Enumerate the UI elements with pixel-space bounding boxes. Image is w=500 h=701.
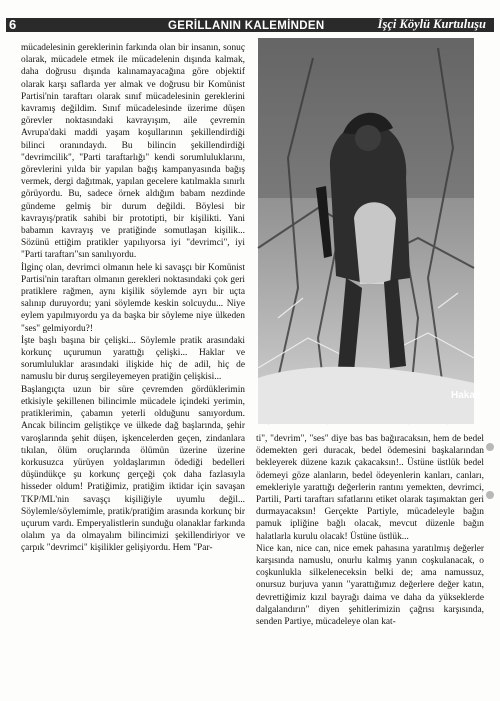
punch-hole xyxy=(486,491,494,499)
page-number: 6 xyxy=(9,17,17,32)
snow-forest-guerrilla-image xyxy=(258,38,474,424)
publication-name: İşçi Köylü Kurtuluşu xyxy=(377,17,486,31)
article-left-column: mücadelesinin gereklerinin farkında olan bir insanın, sonuç olarak, mücadele etmek ile mücadelenin dışında kalmak, daha doğrusu dışında kalınamayacağına göre objektif olarak karşı saflarda yer almak ve doğrusu bir Komünist Partisi'nin taraftarı olarak sınıf mücadelesinin gereklerini kavramış değildim. Sınıf mücadelesinde üzerime düşen görevler noktasındaki kavrayışım, aile çevremin Avrupa'daki maddi yaşam koşullarının şekillendirdiği bilinci oranındaydı. Bu bilincin şekillendirdiği "devrimcilik", "Parti taraftarlığı" kendi sorumluluklarını, görevlerini yılda bir yapılan bağış kampanyasında bağış vermek, dergi dağıtmak, yapılan gecelere katılmakla sınırlı görüyordu. Bu, sadece örnek aldığım babam nezdinde gündeme gelmiş bir durum değildi. Böylesi bir kavrayış/pratik sahibi bir prototipti, bir kişilikti. Yani babamın kavrayış ve pratiğinde somutlaşan kişilik... Sözünü ettiğim pratikler yapılıyorsa iyi "devrimci", iyi "Parti taraftarı"sın sanılıyordu. İlginç olan, devrimci olmanın hele ki savaşçı bir Komünist Partisi'nin taraftarı olmanın gerekleri noktasındaki çok geri pratiklere rağmen, aynı kişilik söylemde ayrı bir uçta salınıp duruyordu; yani söylemde keskin solcuydu... Niye eylem yapılmıyordu ya da başka bir söyleme niye ülkeden "ses" gelmiyordu?! İşte başlı başına bir çelişki... Söylemle pratik arasındaki korkunç uçurumun yarattığı çelişki... Haklar ve sorumluluklar arasındaki ilişkide hiç de adil, hiç de namuslu bir duruş sergileyemeyen pratiğin çelişkisi... Başlangıçta uzun bir süre çevremden gördüklerimin etkisiyle şekillenen bilincimle mücadele içindeki yerimin, pratiklerimin, çabamın yeterli olduğunu sanıyordum. Ancak bilincim geliştikçe ve ülkede dağ başlarında, şehir varoşlarında şehit düşen, işkencelerden geçen, zindanlara tıkılan, ölüm oruçlarında ölümün üzerine üzerine korkusuzca yürüyen yoldaşlarımın ödediği bedelleri düşündükçe şu korkunç gerçeği çok daha fazlasıyla hisseder oldum! Pratiğimiz, pratiğim iktidar için savaşan TKP/ML'nin savaşçı kişiliğiyle uyumlu değil... Söylemle/söylemimle, pratik/pratiğim arasında korkunç bir uçurum vardı. Emperyalistlerin sunduğu olanaklar farkında olalım ya da olmayalım bilincimizi şekillendiriyor ve çarpık "devrimci" kişilikler gelişiyordu. Hem "Par- xyxy=(21,43,245,554)
article-right-column: ti", "devrim", "ses" diye bas bas bağıracaksın, hem de bedel ödemekten geri duracak, bedel ödemesini başkalarından bekleyerek düzene kazık çakacaksın!.. Üstüne üstlük bedel ödemeyi göze alanların, bedel ödeyenlerin kanları, canları, emekleriyle yarattığı değerlerin rantını yemekten, devrimci, Partili, Parti taraftarı sıfatlarını etiket olarak taşımaktan geri durmayacaksın! Gerçekte Partiyle, mücadeleyle bağın pamuk ipliğine bağlı olacak, mevcut düzenle bağın halatlarla kurulu olacak! Üstüne üstlük... Nice kan, nice can, nice emek pahasına yaratılmış değerler karşısında namuslu, onurlu kalmış yanın coşkulanacak, o coşkunlukla silkeleneceksin belki de; ama namussuz, onursuz burjuva yanın "yarattığımız değerlere değer katın, devrettiğimiz kızıl bayrağı daima ve daha da yükseklerde dalgalandırın" diyen şehitlerimizin çağrısı karşısında, senden Partiye, mücadeleye olan kat- xyxy=(256,434,484,628)
guerrilla-photo xyxy=(258,38,482,424)
photo-credit: Hakan xyxy=(451,390,482,401)
punch-hole xyxy=(486,443,494,451)
section-title: GERİLLANIN KALEMİNDEN xyxy=(168,20,325,32)
